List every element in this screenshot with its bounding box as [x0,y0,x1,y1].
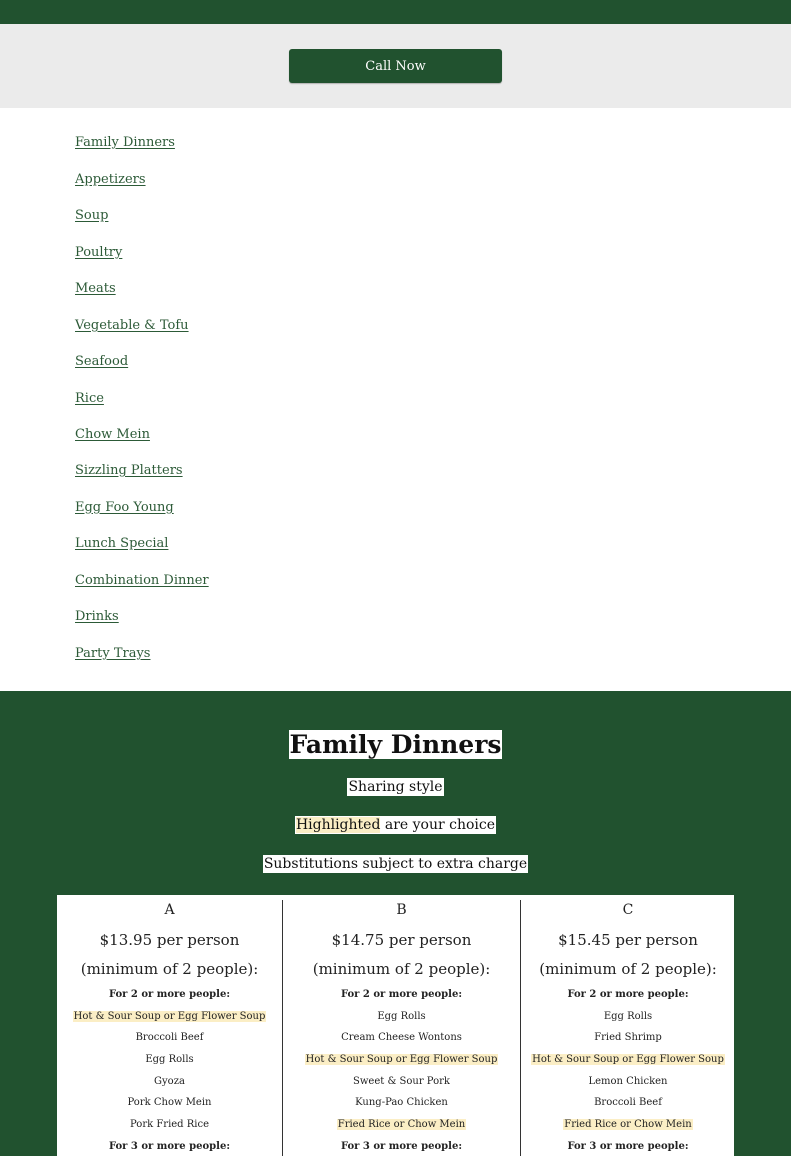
section-title-text: Family Dinners [289,730,502,759]
menu-item: Pork Chow Mein [127,1097,212,1109]
menu-item: Cream Cheese Wontons [341,1032,462,1044]
menu-item: Gyoza [154,1075,185,1087]
family-dinner-table [57,895,734,1156]
menu-item: Lemon Chicken [588,1075,668,1087]
menu-item: Broccoli Beef [135,1032,204,1044]
menu-item: For 2 or more people: [108,989,231,1000]
nav-link-vegetable-tofu[interactable]: Vegetable & Tofu [75,318,189,333]
nav-link-drinks[interactable]: Drinks [75,609,119,624]
nav-link-poultry[interactable]: Poultry [75,245,123,260]
section-title [0,730,791,759]
menu-item: For 2 or more people: [340,989,463,1000]
menu-item: Kung-Pao Chicken [355,1097,448,1109]
highlight-word: Highlighted [295,817,381,833]
dinner-column-c [520,900,735,1156]
nav-link-family-dinners[interactable]: Family Dinners [75,135,175,150]
menu-item: Hot & Sour Soup or Egg Flower Soup [305,1054,498,1066]
highlight-rest: are your choice [380,817,496,833]
menu-item: For 2 or more people: [567,989,689,1000]
column-minimum: (minimum of 2 people): [80,960,259,978]
column-letter: B [396,902,407,918]
nav-link-appetizers[interactable]: Appetizers [75,172,146,187]
nav-link-meats[interactable]: Meats [75,281,116,296]
substitutions-text: Substitutions subject to extra charge [263,856,528,872]
dinner-column-a [57,900,282,1156]
nav-link-egg-foo-young[interactable]: Egg Foo Young [75,500,174,515]
nav-link-seafood[interactable]: Seafood [75,354,129,369]
column-price: $14.75 per person [331,931,472,949]
nav-link-chow-mein[interactable]: Chow Mein [75,427,150,442]
menu-item: Fried Shrimp [594,1032,662,1044]
column-letter: A [164,902,175,918]
menu-item: Pork Fried Rice [129,1119,210,1131]
call-bar [0,24,791,108]
nav-link-combination-dinner[interactable]: Combination Dinner [75,573,209,588]
dinner-column-b [282,900,520,1156]
column-letter: C [622,902,634,918]
nav-link-lunch-special[interactable]: Lunch Special [75,536,169,551]
column-price: $15.45 per person [558,931,698,949]
nav-link-rice[interactable]: Rice [75,391,104,406]
column-minimum: (minimum of 2 people): [539,960,717,978]
menu-item: Egg Rolls [145,1054,194,1066]
menu-item: For 3 or more people: [340,1140,463,1152]
menu-item: Hot & Sour Soup or Egg Flower Soup [73,1010,266,1022]
menu-item: For 3 or more people: [108,1140,231,1152]
column-price: $13.95 per person [99,931,240,949]
sharing-style-text: Sharing style [348,779,443,795]
nav-link-party-trays[interactable]: Party Trays [75,646,151,661]
menu-item: Broccoli Beef [594,1097,662,1109]
menu-item: Egg Rolls [603,1010,653,1022]
nav-link-sizzling-platters[interactable]: Sizzling Platters [75,463,183,478]
menu-item: Hot & Sour Soup or Egg Flower Soup [532,1054,724,1066]
sharing-style-note [0,779,791,795]
menu-item: For 3 or more people: [567,1140,689,1152]
top-bar [0,0,791,24]
column-minimum: (minimum of 2 people): [312,960,491,978]
menu-item: Fried Rice or Chow Mein [337,1119,466,1131]
substitutions-note [0,856,791,872]
call-now-button[interactable]: Call Now [289,49,502,83]
menu-item: Sweet & Sour Pork [353,1075,450,1087]
highlight-note [0,817,791,833]
menu-category-nav [0,108,791,691]
menu-item: Egg Rolls [377,1010,426,1022]
menu-item: Fried Rice or Chow Mein [564,1119,692,1131]
nav-link-soup[interactable]: Soup [75,208,109,223]
